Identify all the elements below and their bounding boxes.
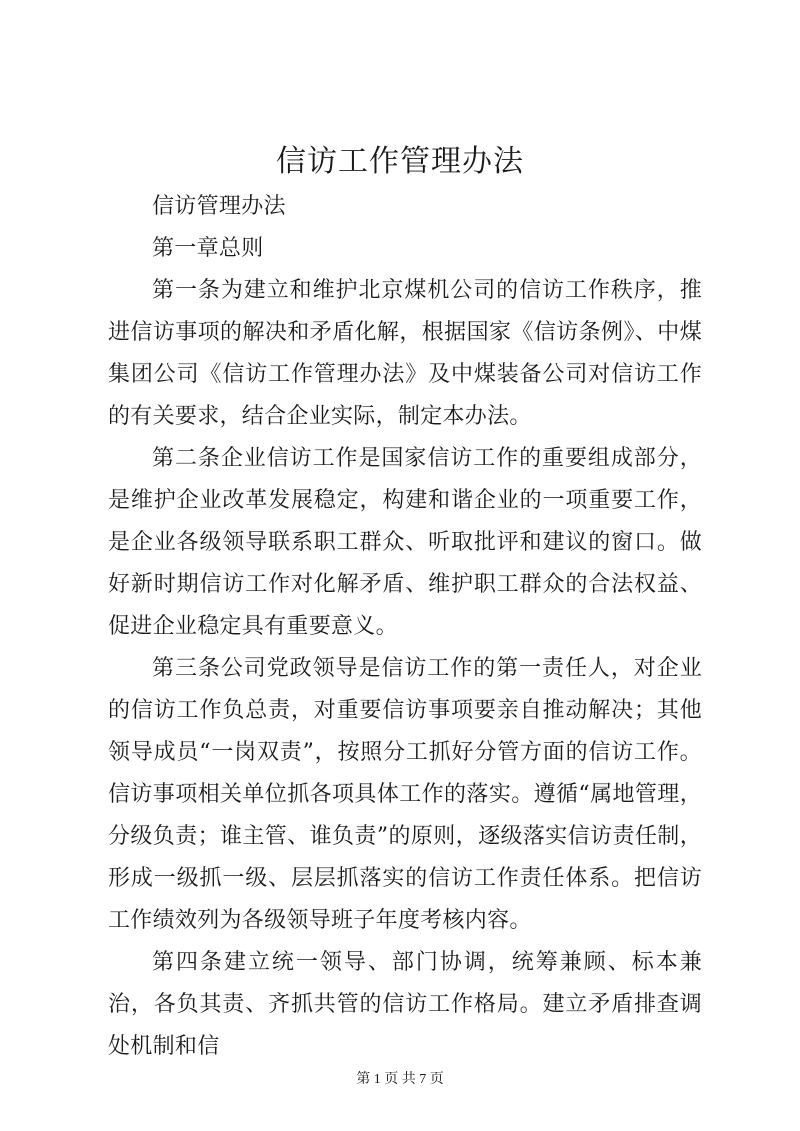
- paragraph-article-2: 第二条企业信访工作是国家信访工作的重要组成部分，是维护企业改革发展稳定，构建和谐企业的一项重要工作，是企业各级领导联系职工群众、听取批评和建议的窗口。做好新时期信访工作对化解矛盾、维护职工群众的合法权益、促进企业稳定具有重要意义。: [108, 446, 702, 639]
- paragraph-subtitle: 信访管理办法: [152, 194, 286, 219]
- document-body: [108, 186, 702, 1068]
- paragraph-article-4: 第四条建立统一领导、部门协调，统筹兼顾、标本兼治，各负其责、齐抓共管的信访工作格局。建立矛盾排查调处机制和信: [108, 950, 702, 1059]
- paragraph-article-1: 第一条为建立和维护北京煤机公司的信访工作秩序，推进信访事项的解决和矛盾化解，根据国家《信访条例》、中煤集团公司《信访工作管理办法》及中煤装备公司对信访工作的有关要求，结合企业实际，制定本办法。: [108, 278, 702, 429]
- paragraph-article-3: 第三条公司党政领导是信访工作的第一责任人，对企业的信访工作负总责，对重要信访事项要亲自推动解决；其他领导成员“一岗双责”，按照分工抓好分管方面的信访工作。信访事项相关单位抓各项具体工作的落实。遵循“属地管理，分级负责；谁主管、谁负责”的原则，逐级落实信访责任制，形成一级抓一级、层层抓落实的信访工作责任体系。把信访工作绩效列为各级领导班子年度考核内容。: [108, 656, 702, 933]
- paragraph-chapter-heading: 第一章总则: [152, 236, 264, 261]
- page-number-footer: 第 1 页 共 7 页: [356, 1072, 444, 1087]
- document-title: 信访工作管理办法: [276, 144, 524, 179]
